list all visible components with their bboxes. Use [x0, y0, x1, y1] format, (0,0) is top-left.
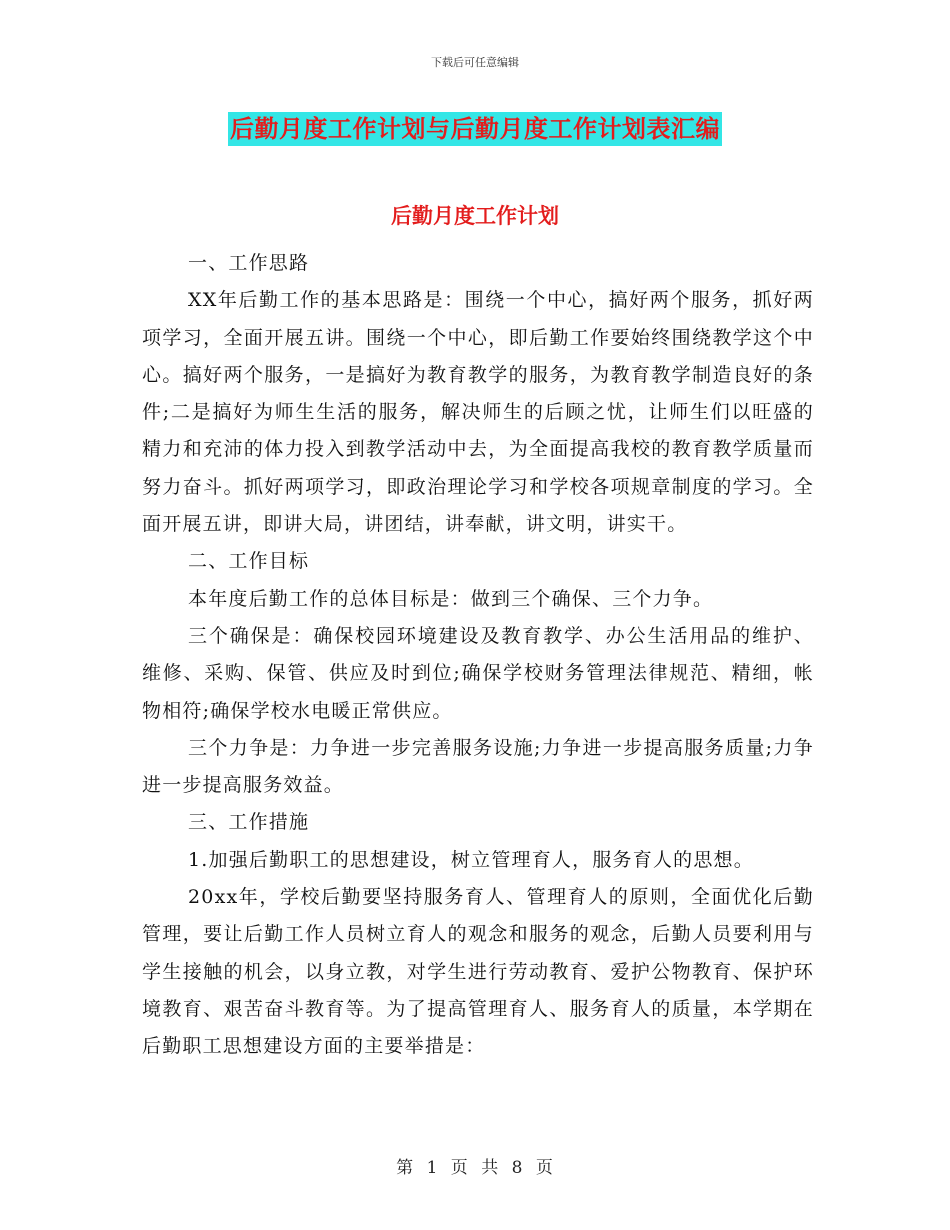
footer-total-label: 共	[481, 1158, 500, 1178]
document-title: 后勤月度工作计划与后勤月度工作计划表汇编	[228, 112, 722, 146]
page-footer	[0, 1153, 950, 1178]
paragraph-overall-goal: 本年度后勤工作的总体目标是：做到三个确保、三个力争。	[188, 587, 714, 610]
paragraph-work-approach: XX年后勤工作的基本思路是：围绕一个中心，搞好两个服务，抓好两项学习，全面开展五讲。围绕一个中心，即后勤工作要始终围绕教学这个中心。搞好两个服务，一是搞好为教育教学的服务，为教育教学制造良好的条件;二是搞好为师生生活的服务，解决师生的后顾之忧，让师生们以旺盛的精力和充沛的体力投入到教学活动中去，为全面提高我校的教育教学质量而努力奋斗。抓好两项学习，即政治理论学习和学校各项规章制度的学习。全面开展五讲，即讲大局，讲团结，讲奉献，讲文明，讲实干。	[142, 289, 814, 536]
heading-work-measures: 三、工作措施	[188, 811, 310, 834]
paragraph-measure-1-detail: 20xx年，学校后勤要坚持服务育人、管理育人的原则，全面优化后勤管理，要让后勤工作人员树立育人的观念和服务的观念，后勤人员要利用与学生接触的机会，以身立教，对学生进行劳动教育、爱护公物教育、保护环境教育、艰苦奋斗教育等。为了提高管理育人、服务育人的质量，本学期在后勤职工思想建设方面的主要举措是：	[142, 886, 814, 1058]
section-title: 后勤月度工作计划	[391, 204, 559, 228]
heading-work-goals: 二、工作目标	[188, 550, 310, 573]
footer-total-pages: 8	[511, 1158, 524, 1178]
footer-page-number: 1	[426, 1158, 439, 1178]
paragraph-three-strives: 三个力争是：力争进一步完善服务设施;力争进一步提高服务质量;力争进一步提高服务效益。	[142, 736, 814, 797]
footer-page-label: 第	[396, 1158, 415, 1178]
footer-total-unit: 页	[535, 1158, 554, 1178]
header-note: 下载后可任意编辑	[431, 56, 519, 69]
footer-page-unit: 页	[450, 1158, 469, 1178]
paragraph-measure-1: 1.加强后勤职工的思想建设，树立管理育人，服务育人的思想。	[188, 848, 754, 871]
paragraph-three-ensures: 三个确保是：确保校园环境建设及教育教学、办公生活用品的维护、维修、采购、保管、供应及时到位;确保学校财务管理法律规范、精细，帐物相符;确保学校水电暖正常供应。	[142, 624, 814, 722]
heading-work-approach: 一、工作思路	[188, 252, 310, 274]
document-body	[142, 245, 814, 1066]
main-title-container	[0, 112, 950, 146]
